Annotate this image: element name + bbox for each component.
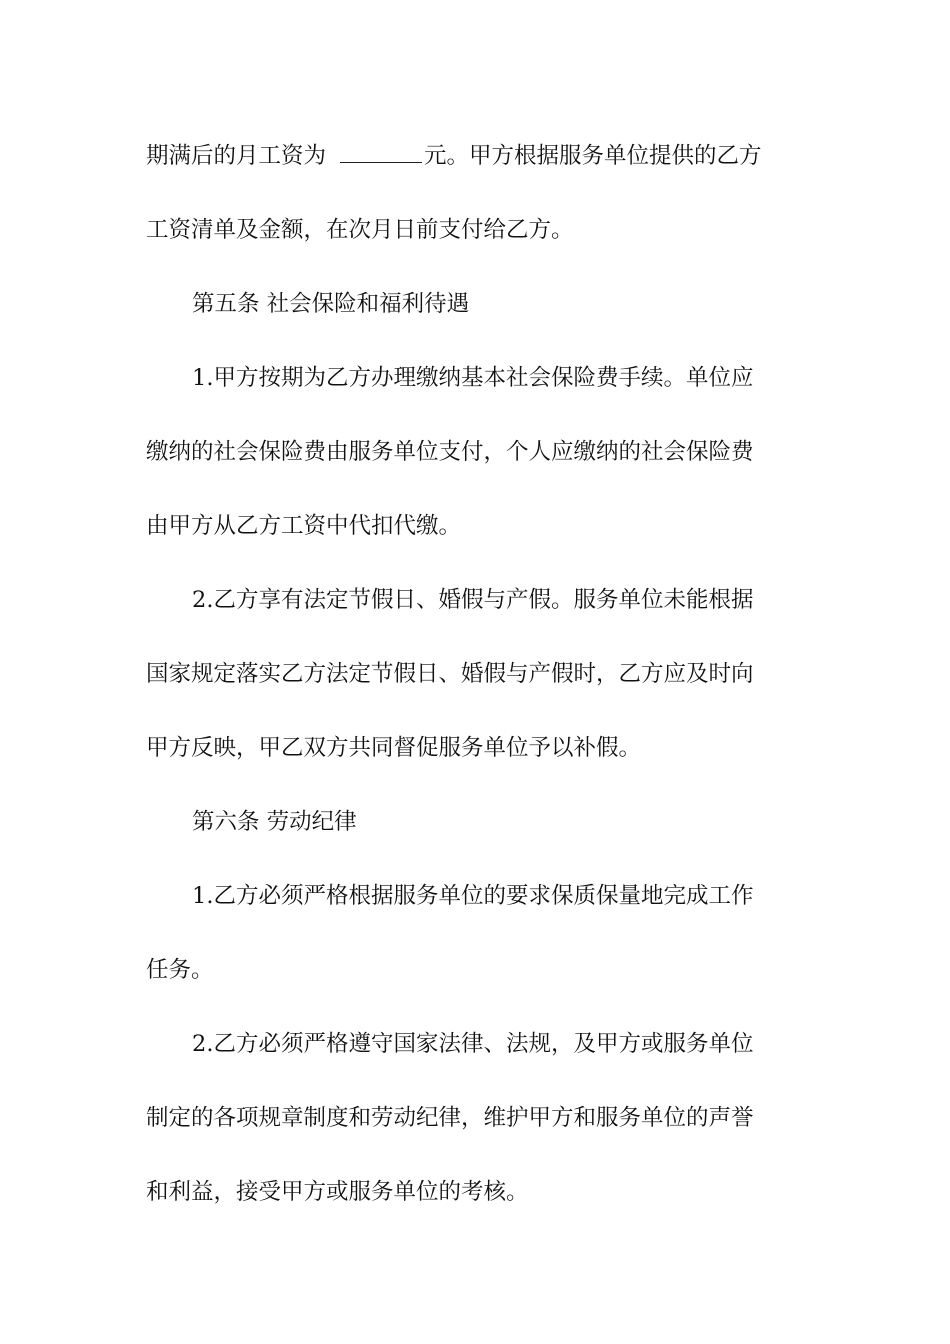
text-segment: 期满后的月工资为 bbox=[146, 143, 327, 169]
article-heading: 第六条 劳动纪律 bbox=[192, 809, 357, 835]
text-line: 1.乙方必须严格根据服务单位的要求保质保量地完成工作 bbox=[192, 883, 754, 909]
text-line: 国家规定落实乙方法定节假日、婚假与产假时，乙方应及时向 bbox=[146, 661, 754, 687]
article-heading: 第五条 社会保险和福利待遇 bbox=[192, 291, 470, 317]
text-line: 1.甲方按期为乙方办理缴纳基本社会保险费手续。单位应 bbox=[192, 365, 754, 391]
text-line: 工资清单及金额，在次月日前支付给乙方。 bbox=[146, 217, 574, 243]
text-line: 2.乙方必须严格遵守国家法律、法规，及甲方或服务单位 bbox=[192, 1031, 754, 1057]
text-line: 2.乙方享有法定节假日、婚假与产假。服务单位未能根据 bbox=[192, 587, 754, 613]
text-line: 任务。 bbox=[146, 957, 214, 983]
text-line: 制定的各项规章制度和劳动纪律，维护甲方和服务单位的声誉 bbox=[146, 1105, 754, 1131]
text-line: 由甲方从乙方工资中代扣代缴。 bbox=[146, 513, 462, 539]
document-body bbox=[146, 119, 806, 1229]
text-line: 缴纳的社会保险费由服务单位支付，个人应缴纳的社会保险费 bbox=[146, 439, 754, 465]
text-segment: 元。甲方根据服务单位提供的乙方 bbox=[424, 143, 762, 169]
salary-blank bbox=[340, 161, 422, 163]
text-line: 和利益，接受甲方或服务单位的考核。 bbox=[146, 1179, 529, 1205]
text-line: 甲方反映，甲乙双方共同督促服务单位予以补假。 bbox=[146, 735, 642, 761]
text-line bbox=[146, 119, 806, 193]
